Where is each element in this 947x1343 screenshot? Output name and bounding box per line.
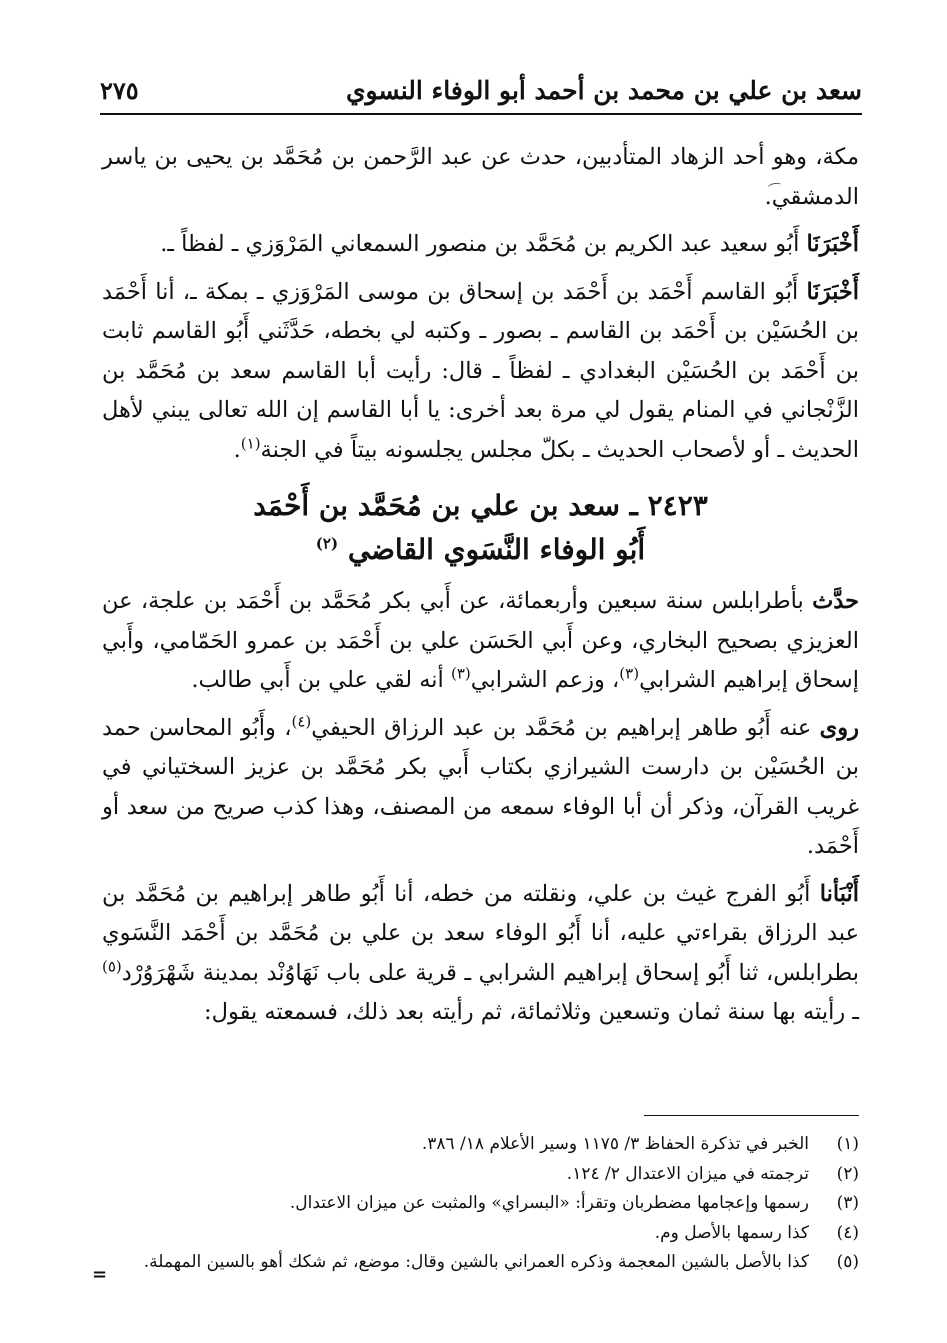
page-number: ٢٧٥: [100, 76, 139, 105]
footnote-4: [102, 1219, 859, 1249]
paragraph-5-text-a: عنه أَبُو طاهر إبراهيم بن مُحَمَّد بن عبد الرزاق الحيفي: [311, 714, 820, 741]
footnotes: [102, 1130, 859, 1278]
header-title: سعد بن علي بن محمد بن أحمد أبو الوفاء النسوي: [345, 76, 862, 105]
paragraph-3-end: .: [233, 436, 241, 463]
paragraph-1: [102, 138, 859, 217]
footnote-text: الخبر في تذكرة الحفاظ ٣/ ١١٧٥ وسير الأعلام ١٨/ ٣٨٦.: [421, 1134, 809, 1154]
running-header: [100, 68, 862, 112]
footnote-number: (٣): [836, 1193, 859, 1213]
paragraph-3-lead: أَخْبَرَنَا: [806, 278, 860, 305]
footnote-ref-3b: (٣): [450, 664, 471, 683]
paragraph-1-text: مكة، وهو أحد الزهاد المتأدبين، حدث عن عبد الرَّحمن بن مُحَمَّد بن يحيى بن ياسر الدمشقي.: [102, 144, 859, 210]
footnote-text: كذا رسمها بالأصل وم.: [654, 1222, 809, 1243]
paragraph-4-text-b: ، وزعم الشرابي: [470, 667, 620, 693]
paragraph-5: [102, 709, 859, 867]
paragraph-3: [102, 273, 859, 471]
paragraph-5-text-b: ، وأَبُو المحاسن حمد بن الحُسَيْن بن دارست الشيرازي بكتاب أَبي بكر مُحَمَّد بن عزيز السختياني في غريب القرآن، وذكر أن أبا الوفاء سمعه من المصنف، وهذا كذب صريح من سعد أو أَحْمَد.: [102, 714, 859, 859]
margin-mark: =: [92, 1264, 108, 1285]
footnote-ref-4: (٤): [291, 712, 312, 730]
paragraph-6-text-b: ـ رأيته بها سنة ثمان وتسعين وثلاثمائة، ثم رأيته بعد ذلك، فسمعته يقول:: [204, 999, 859, 1025]
paragraph-5-lead: روى: [819, 714, 860, 741]
footnote-ref-1: (١): [240, 434, 261, 452]
footnote-ref-2: (٢): [315, 534, 339, 553]
main-text: [102, 138, 859, 1041]
footnote-text: ترجمته في ميزان الاعتدال ٢/ ١٢٤.: [566, 1163, 809, 1184]
footnote-text: كذا بالأصل بالشين المعجمة وذكره العمراني بالشين وقال: موضع، ثم شكك أهو بالسين المهملة.: [143, 1252, 809, 1272]
footnote-text: رسمها وإعجامها مضطربان وتقرأ: «البسراي» والمثبت عن ميزان الاعتدال.: [289, 1193, 809, 1213]
paragraph-4-lead: حدَّث: [812, 588, 859, 614]
footnote-number: (٢): [836, 1163, 859, 1184]
paragraph-6: [102, 875, 859, 1033]
header-rule: [100, 113, 862, 115]
paragraph-4: [102, 582, 859, 701]
footnote-ref-5: (٥): [102, 957, 122, 975]
paragraph-6-text-a: أَبُو الفرج غيث بن علي، ونقلته من خطه، أنا أَبُو طاهر إبراهيم بن مُحَمَّد بن عبد الرزاق بقراءتي عليه، أنا أَبُو الوفاء سعد بن علي بن مُحَمَّد بن أَحْمَد النَّسَوي بطرابلس، ثنا أَبُو إسحاق إبراهيم الشرابي ـ قرية على باب نَهَاوُنْد بمدينة شَهْرَوُرْد: [102, 880, 859, 986]
footnote-1: [102, 1130, 859, 1160]
footnote-3: [102, 1189, 859, 1219]
entry-title-line-2: [102, 528, 859, 572]
entry-title-line-2-text: أَبُو الوفاء النَّسَوي القاضي: [347, 533, 646, 566]
footnote-number: (١): [836, 1134, 859, 1154]
footnote-5: [102, 1248, 859, 1278]
paragraph-3-text: أَبُو القاسم أَحْمَد بن أَحْمَد بن إسحاق بن موسى المَرْوَزي ـ بمكة ـ، أنا أَحْمَد بن الحُسَيْن بن أَحْمَد بن القاسم ـ بصور ـ وكتبه لي بخطه، حَدَّثَني أَبُو القاسم ثابت بن أَحْمَد بن الحُسَيْن البغدادي ـ لفظاً ـ قال: رأيت أبا القاسم سعد بن مُحَمَّد بن الزَّنْجاني في المنام يقول لي مرة بعد أخرى: يا أبا القاسم إن الله تعالى يبني لأهل الحديث ـ أو لأصحاب الحديث ـ بكلّ مجلس يجلسونه بيتاً في الجنة: [102, 278, 860, 463]
footnote-number: (٥): [836, 1252, 859, 1272]
paragraph-4-text-a: بأطرابلس سنة سبعين وأربعمائة، عن أَبي بكر مُحَمَّد بن أَحْمَد بن علجة، عن العزيزي بصحيح البخاري، وعن أَبي الحَسَن علي بن أَحْمَد بن عمرو الحَمّامي، وأَبي إسحاق إبراهيم الشرابي: [102, 588, 859, 693]
entry-title: [102, 484, 859, 572]
footnote-ref-3a: (٣): [619, 664, 640, 683]
paragraph-2-text: أَبُو سعيد عبد الكريم بن مُحَمَّد بن منصور السمعاني المَرْوَزي ـ لفظاً ـ.: [160, 231, 807, 257]
paragraph-6-lead: أَنْبَأنا: [819, 880, 859, 907]
paragraph-2: [102, 225, 859, 265]
footnote-number: (٤): [836, 1222, 859, 1243]
footnote-rule: [644, 1115, 859, 1116]
footnote-2: [102, 1160, 859, 1190]
paragraph-4-text-c: أنه لقي علي بن أَبي طالب.: [191, 667, 451, 693]
entry-title-line-1: ٢٤٢٣ ـ سعد بن علي بن مُحَمَّد بن أَحْمَد: [253, 489, 708, 522]
paragraph-2-lead: أَخْبَرَنَا: [806, 231, 859, 257]
